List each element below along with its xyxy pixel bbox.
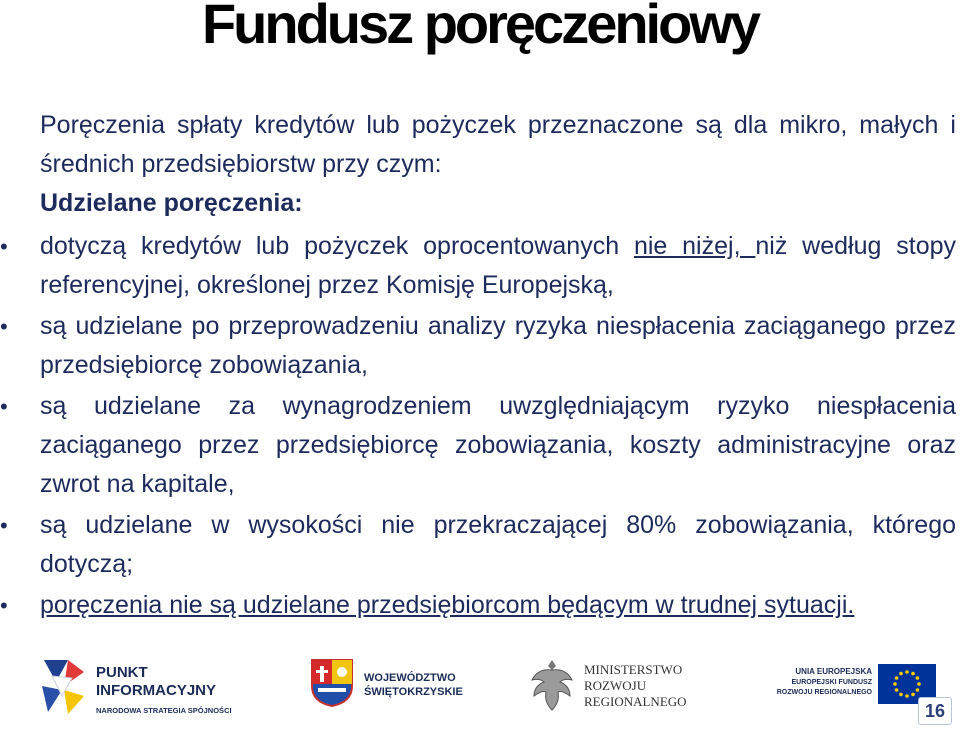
nss-star-icon [38,656,88,718]
bullet-1-underlined: nie niżej, [633,232,756,260]
ministerstwo-logo [528,656,728,722]
page-number: 16 [918,697,952,725]
woj-line-1: WOJEWÓDZTWO [364,672,456,684]
ue-line-2: EUROPEJSKI FUNDUSZ [791,679,872,686]
eagle-emblem-icon [528,656,576,716]
slide-content [40,106,956,627]
ue-logo [772,664,942,714]
bullet-item-3: • są udzielane za wynagrodzeniem uwzględniającym ryzyko niespłacenia zaciąganego przez przedsiębiorcę zobowiązania, koszty administracyjne oraz zwrot na kapitale, [40,387,956,504]
woj-line-2: ŚWIĘTOKRZYSKIE [364,686,463,698]
bullet-item-2: • są udzielane po przeprowadzeniu analizy ryzyka niespłacenia zaciąganego przez przedsiębiorcę zobowiązania, [40,307,956,385]
bullet-1-text-a: dotyczą kredytów lub pożyczek oprocentowanych [40,232,634,260]
pi-line-2: INFORMACYJNY [96,682,217,699]
bullet-item-5: • poręczenia nie są udzielane przedsiębiorcom będącym w trudnej sytuacji. [40,586,956,625]
crest-shield-icon [310,658,354,708]
min-line-3: REGIONALNEGO [584,694,687,709]
page-title: Fundusz poręczeniowy [201,0,759,55]
ue-line-1: UNIA EUROPEJSKA [795,667,872,676]
bullet-item-4: • są udzielane w wysokości nie przekraczającej 80% zobowiązania, którego dotyczą; [40,506,956,584]
min-line-1: MINISTERSTWO [584,662,683,677]
wojewodztwo-logo [310,658,490,718]
subheading: Udzielane poręczenia: [40,189,303,217]
ue-line-3: ROZWOJU REGIONALNEGO [776,689,872,696]
pi-line-1: PUNKT [96,664,148,681]
logo-bar [0,650,960,733]
min-line-2: ROZWOJU [584,678,647,693]
bullet-item-1 [40,227,956,305]
intro-paragraph: Poręczenia spłaty kredytów lub pożyczek przeznaczone są dla mikro, małych i średnich przedsiębiorstw przy czym: [40,111,956,178]
bullet-1-text-b: niż według stopy referencyjnej, określonej przez Komisję Europejską, [40,232,956,299]
pi-line-3: NARODOWA STRATEGIA SPÓJNOŚCI [96,706,232,715]
bullet-list [40,227,956,625]
punkt-informacyjny-logo [38,656,258,726]
